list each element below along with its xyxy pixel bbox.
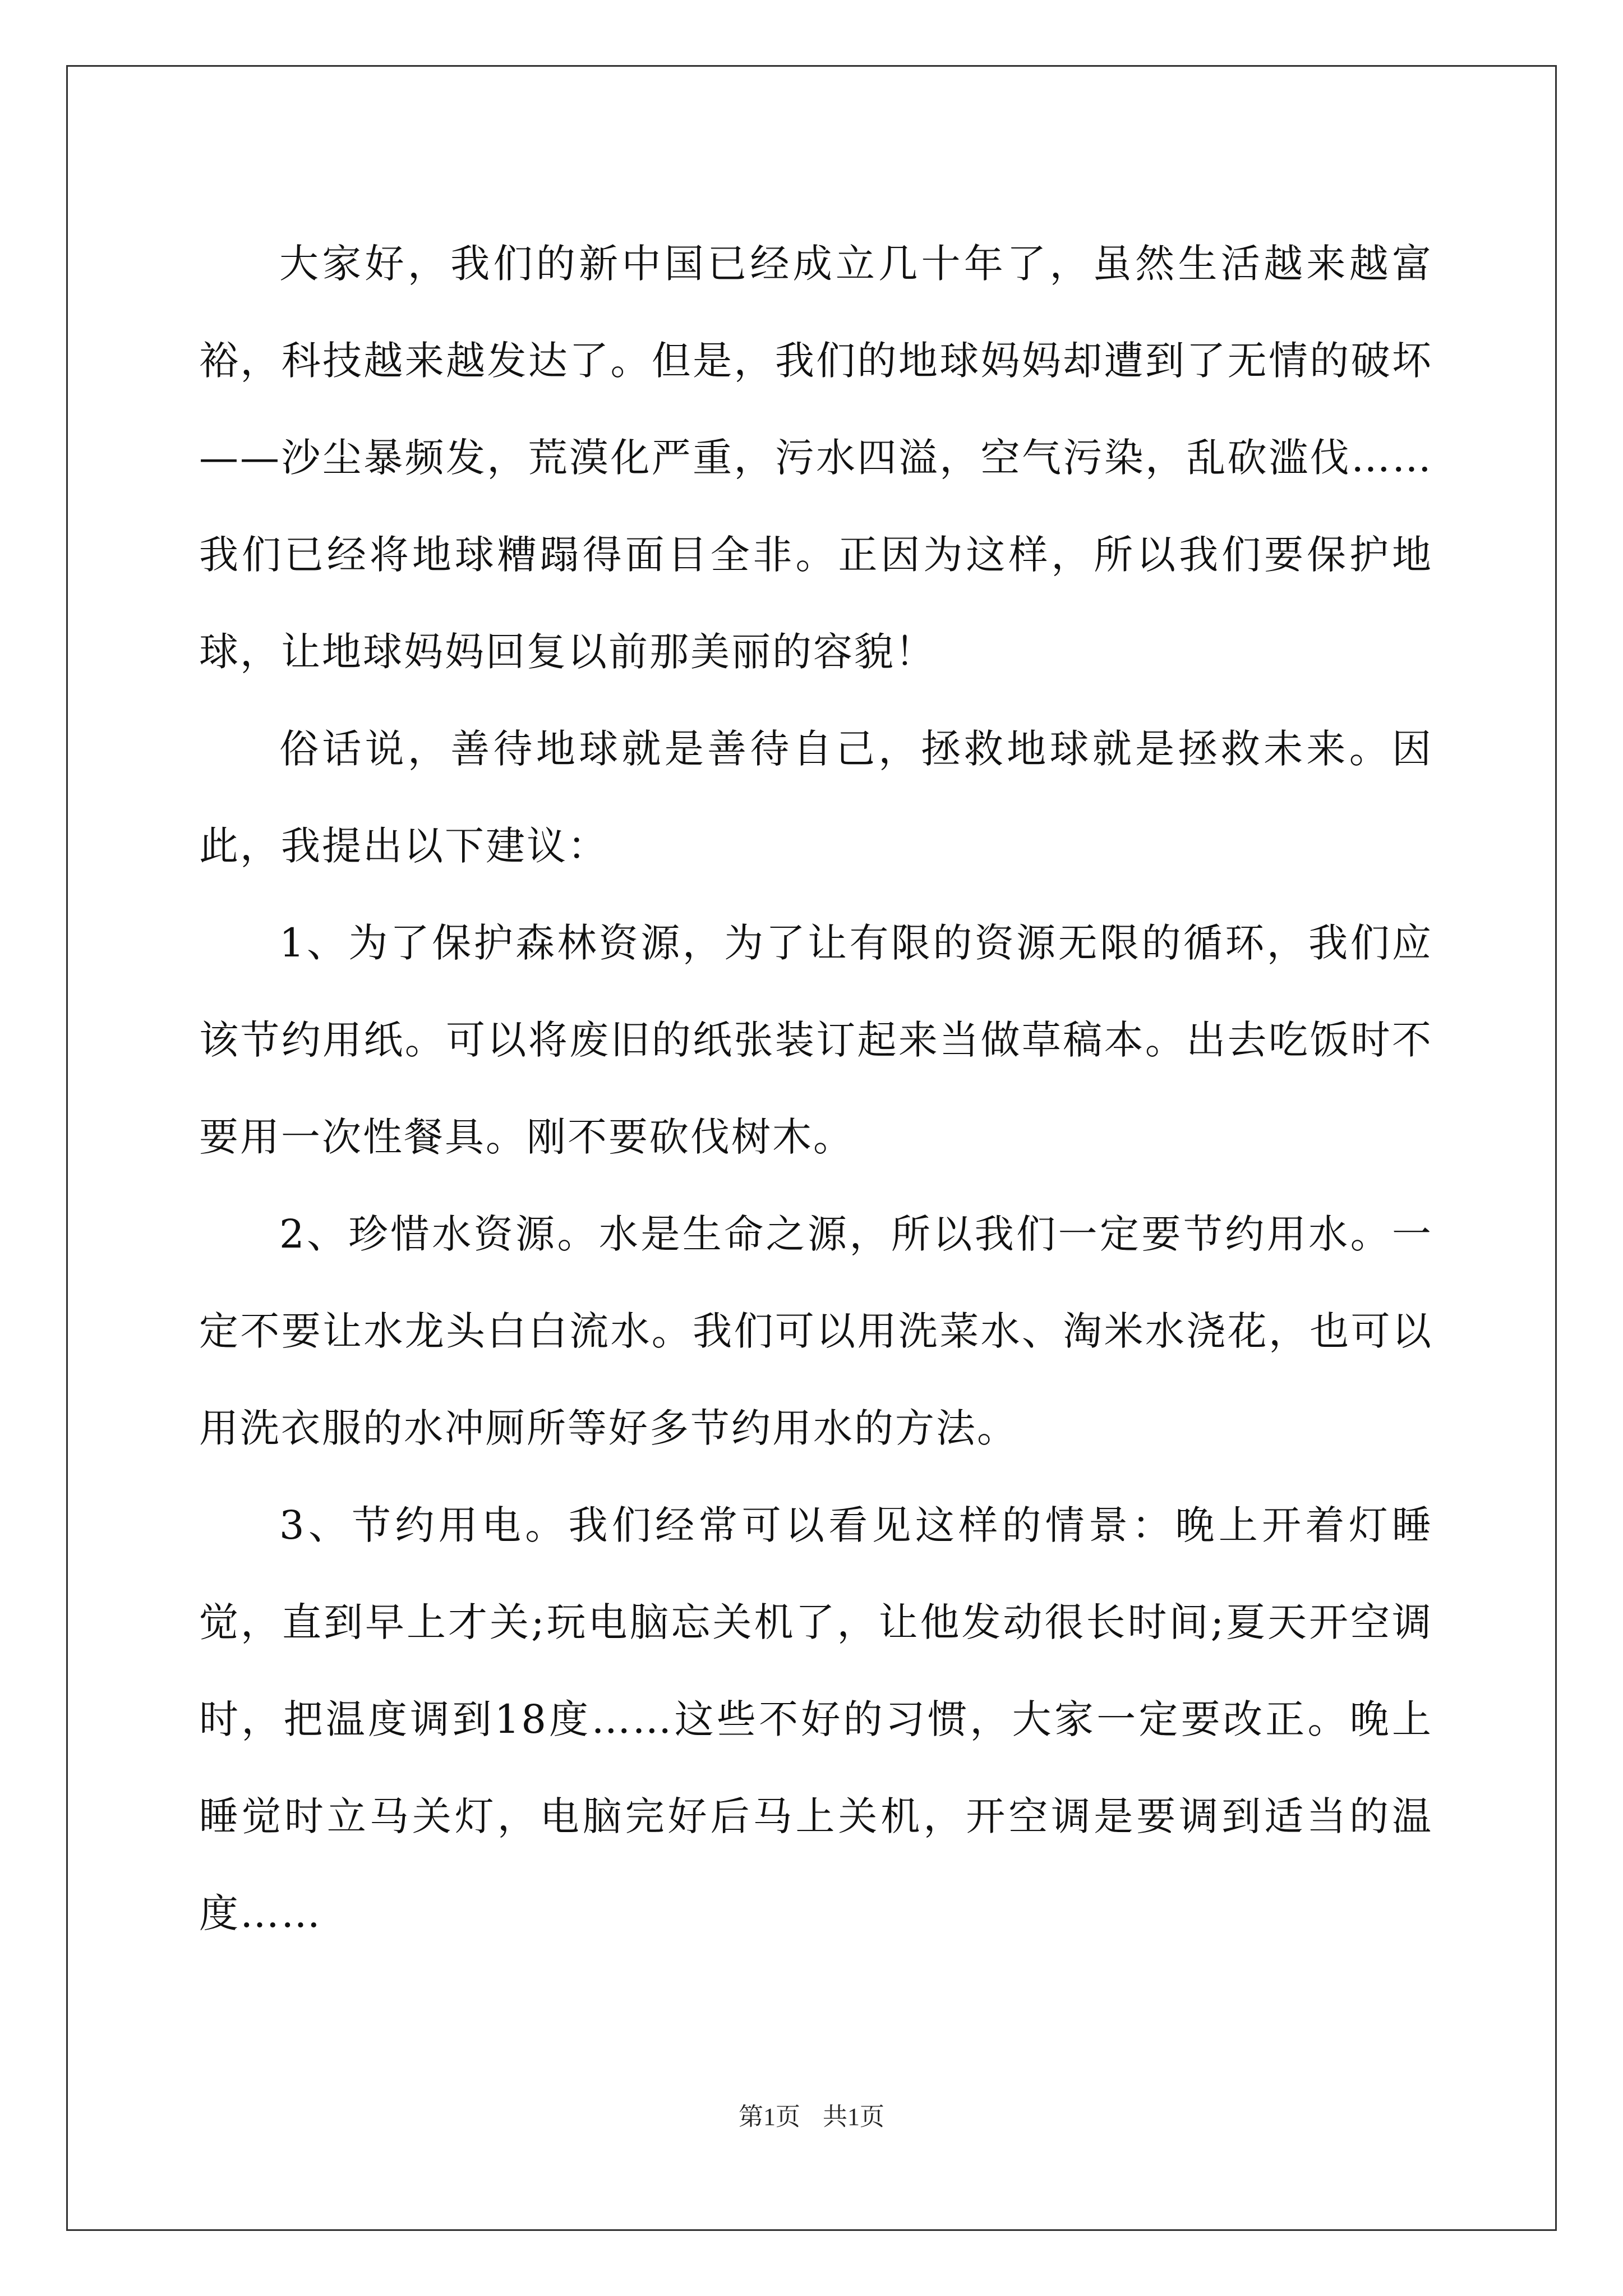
paragraph-suggestion-water: 2、珍惜水资源。水是生命之源，所以我们一定要节约用水。一定不要让水龙头白白流水。我们可以用洗菜水、淘米水浇花，也可以用洗衣服的水冲厕所等好多节约用水的方法。	[199, 1211, 1433, 1451]
paragraph-suggestion-electricity: 3、节约用电。我们经常可以看见这样的情景：晚上开着灯睡觉，直到早上才关;玩电脑忘关机了，让他发动很长时间;夏天开空调时，把温度调到18度……这些不好的习惯，大家一定要改正。晚上睡觉时立马关灯，电脑完好后马上关机，开空调是要调到适当的温度……	[199, 1502, 1433, 1936]
page-number-total: 共1页	[823, 2103, 884, 2131]
paragraph-proverb: 俗话说，善待地球就是善待自己，拯救地球就是拯救未来。因此，我提出以下建议：	[199, 726, 1433, 869]
paragraph-intro: 大家好，我们的新中国已经成立几十年了，虽然生活越来越富裕，科技越来越发达了。但是，我们的地球妈妈却遭到了无情的破坏——沙尘暴频发，荒漠化严重，污水四溢，空气污染，乱砍滥伐……我们已经将地球糟蹋得面目全非。正因为这样，所以我们要保护地球，让地球妈妈回复以前那美丽的容貌！	[199, 241, 1433, 675]
page-footer	[0, 2100, 1623, 2134]
paragraph-suggestion-paper: 1、为了保护森林资源，为了让有限的资源无限的循环，我们应该节约用纸。可以将废旧的纸张装订起来当做草稿本。出去吃饭时不要用一次性餐具。刚不要砍伐树木。	[199, 920, 1433, 1160]
document-body	[199, 215, 1433, 1962]
page-number-current: 第1页	[739, 2103, 800, 2131]
